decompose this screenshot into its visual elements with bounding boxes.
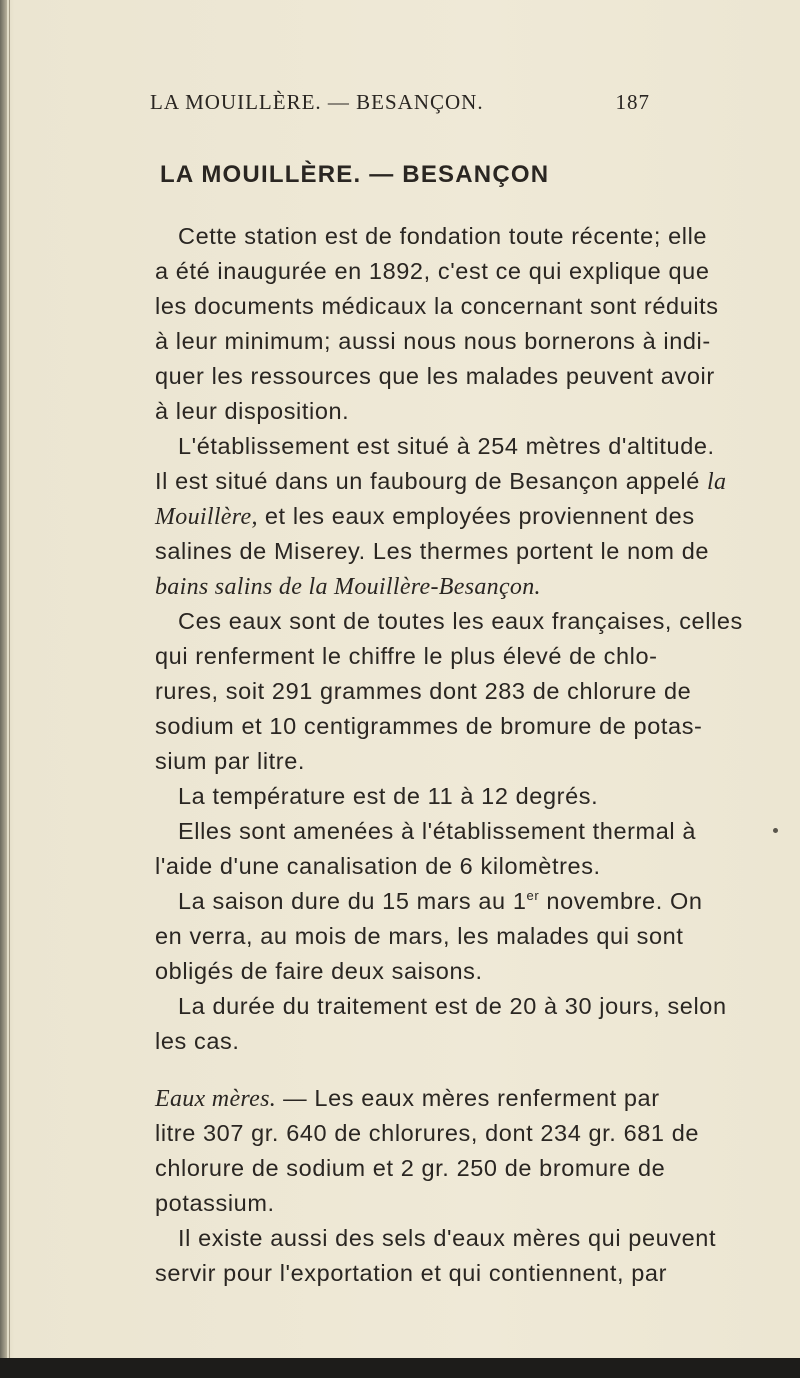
- text-line: a été inaugurée en 1892, c'est ce qui explique que: [155, 258, 710, 284]
- text-line: Il existe aussi des sels d'eaux mères qui peuvent: [178, 1225, 717, 1251]
- text-line: en verra, au mois de mars, les malades qui sont: [155, 923, 684, 949]
- text-line: servir pour l'exportation et qui contiennent, par: [155, 1260, 667, 1286]
- text-line: L'établissement est situé à 254 mètres d'altitude.: [178, 433, 715, 459]
- text-line: Cette station est de fondation toute récente; elle: [178, 223, 708, 249]
- text-line: [155, 1085, 660, 1113]
- page-number: 187: [615, 90, 650, 114]
- text-line: rures, soit 291 grammes dont 283 de chlorure de: [155, 678, 692, 704]
- text-line: obligés de faire deux saisons.: [155, 958, 483, 984]
- text-line: les documents médicaux la concernant sont réduits: [155, 293, 719, 319]
- text-span: La saison dure du 15 mars au 1: [178, 888, 527, 914]
- text-line: sodium et 10 centigrammes de bromure de potas-: [155, 713, 703, 739]
- book-spine-shadow: [0, 0, 7, 1378]
- chapter-title: LA MOUILLÈRE. — BESANÇON: [160, 161, 550, 188]
- spine-edge-line: [9, 0, 10, 1378]
- text-line: potassium.: [155, 1190, 275, 1216]
- text-line: quer les ressources que les malades peuvent avoir: [155, 363, 715, 389]
- text-span: — Les eaux mères renferment par: [276, 1085, 660, 1111]
- text-line: à leur disposition.: [155, 398, 350, 424]
- paper-speck: [773, 828, 778, 833]
- text-line: salines de Miserey. Les thermes portent le nom de: [155, 538, 710, 564]
- text-line: l'aide d'une canalisation de 6 kilomètres.: [155, 853, 601, 879]
- text-line: sium par litre.: [155, 748, 306, 774]
- text-line: [178, 888, 703, 915]
- italic-baths-name: bains salins de la Mouillère-Besançon.: [155, 574, 541, 600]
- text-line: litre 307 gr. 640 de chlorures, dont 234 gr. 681 de: [155, 1120, 700, 1146]
- text-line: [155, 503, 695, 531]
- text-line: les cas.: [155, 1028, 240, 1054]
- text-line: La durée du traitement est de 20 à 30 jours, selon: [178, 993, 727, 1019]
- text-line: [155, 573, 541, 601]
- text-line: La température est de 11 à 12 degrés.: [178, 783, 599, 809]
- text-line: Ces eaux sont de toutes les eaux françaises, celles: [178, 608, 743, 634]
- text-line: à leur minimum; aussi nous nous bornerons à indi-: [155, 328, 711, 354]
- superscript: er: [526, 888, 540, 903]
- text-span: Il est situé dans un faubourg de Besançon appelé: [155, 468, 700, 494]
- italic-section-heading: Eaux mères.: [155, 1086, 277, 1112]
- italic-place-name: Mouillère,: [155, 504, 258, 530]
- text-line: Elles sont amenées à l'établissement thermal à: [178, 818, 697, 844]
- text-line: qui renferment le chiffre le plus élevé de chlo-: [155, 643, 658, 669]
- text-line: chlorure de sodium et 2 gr. 250 de bromure de: [155, 1155, 666, 1181]
- text-span: et les eaux employées proviennent des: [264, 503, 695, 529]
- text-span: novembre. On: [539, 888, 703, 914]
- italic-place-name: la: [707, 469, 727, 495]
- scan-bottom-edge: [0, 1358, 800, 1378]
- text-line: [155, 468, 726, 496]
- running-title: LA MOUILLÈRE. — BESANÇON.: [150, 90, 484, 114]
